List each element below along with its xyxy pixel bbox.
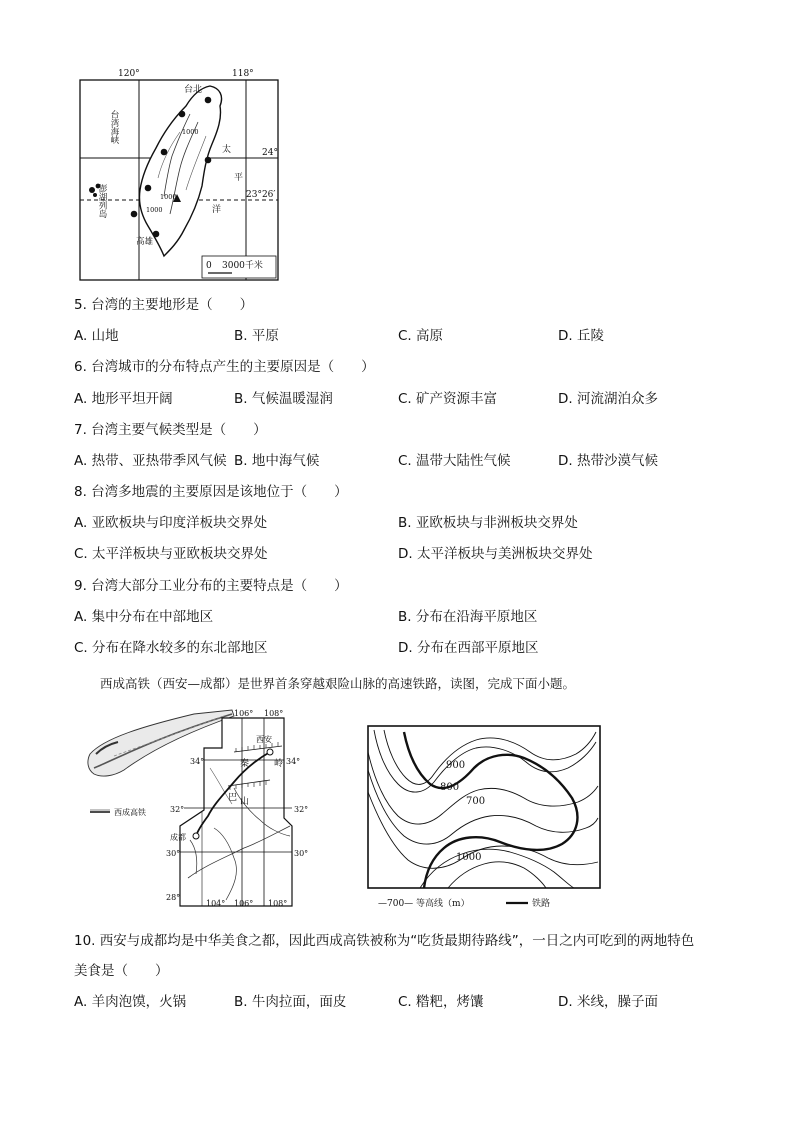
section-intro: 西成高铁（西安—成都）是世界首条穿越艰险山脉的高速铁路，读图，完成下面小题。 (100, 676, 576, 691)
lat-label: 24° (262, 148, 278, 158)
xian-city-marker (267, 749, 273, 755)
q6-option-c[interactable]: C. 矿产资源丰富 (398, 391, 498, 407)
q8-option-a[interactable]: A. 亚欧板块与印度洋板块交界处 (74, 515, 268, 531)
contour-label: 1000 (182, 128, 199, 136)
chengdu-city-marker (193, 833, 199, 839)
question-5-stem: 5. 台湾的主要地形是（ ） (74, 297, 254, 313)
question-9-stem: 9. 台湾大部分工业分布的主要特点是（ ） (74, 578, 348, 594)
q10-option-a[interactable]: A. 羊肉泡馍，火锅 (74, 994, 187, 1010)
lat-label: 23°26′ (246, 190, 276, 200)
question-10-stem-line1: 10. 西安与成都均是中华美食之都，因此西成高铁被称为“吃货最期待路线”，一日之内可吃到的两地特色 (74, 933, 695, 949)
scale-label: 3000千米 (222, 261, 263, 271)
q7-option-c[interactable]: C. 温带大陆性气候 (398, 453, 511, 469)
q10-option-b[interactable]: B. 牛肉拉面，面皮 (234, 994, 347, 1010)
lat-label: 32° (294, 805, 309, 814)
scale-zero: 0 (206, 261, 212, 271)
q9-option-c[interactable]: C. 分布在降水较多的东北部地区 (74, 640, 268, 656)
lat-label: 34° (190, 757, 205, 766)
q5-option-a[interactable]: A. 山地 (74, 328, 119, 344)
q9-option-d[interactable]: D. 分布在西部平原地区 (398, 640, 539, 656)
contour-label: 1000 (146, 206, 163, 214)
lon-label: 118° (232, 69, 254, 79)
lat-label: 30° (166, 849, 181, 858)
place-label: 澎湖列岛 (97, 184, 107, 218)
ocean-label: 平 (234, 173, 244, 183)
legend-label: 西成高铁 (114, 808, 146, 817)
q7-option-d[interactable]: D. 热带沙漠气候 (558, 453, 658, 469)
ocean-label: 洋 (212, 205, 222, 215)
lon-label: 106° (234, 899, 254, 908)
taiwan-map (72, 66, 290, 286)
q8-option-d[interactable]: D. 太平洋板块与美洲板块交界处 (398, 546, 593, 562)
city-label: 西安 (256, 735, 272, 744)
contour-label: 1000 (456, 852, 482, 863)
mountain-label: 巴 (228, 793, 238, 803)
q7-option-b[interactable]: B. 地中海气候 (234, 453, 320, 469)
q5-option-b[interactable]: B. 平原 (234, 328, 279, 344)
q5-option-c[interactable]: C. 高原 (398, 328, 444, 344)
lat-label: 28° (166, 893, 181, 902)
q6-option-b[interactable]: B. 气候温暖湿润 (234, 391, 333, 407)
place-label: 高雄 (136, 237, 154, 247)
mountain-label: 山 (240, 797, 250, 807)
question-7-stem: 7. 台湾主要气候类型是（ ） (74, 422, 267, 438)
place-label: 台湾海峡 (109, 110, 119, 144)
legend-rail: 铁路 (532, 899, 551, 909)
lon-label: 106° (234, 709, 254, 718)
lon-label: 108° (264, 709, 284, 718)
q9-option-b[interactable]: B. 分布在沿海平原地区 (398, 609, 538, 625)
lat-label: 34° (286, 757, 301, 766)
lon-label: 120° (118, 69, 140, 79)
question-10-stem-line2: 美食是（ ） (74, 963, 169, 979)
lon-label: 104° (206, 899, 226, 908)
place-label: 台北 (184, 85, 203, 95)
question-8-stem: 8. 台湾多地震的主要原因是该地位于（ ） (74, 484, 348, 500)
contour-label: 700 (466, 796, 486, 807)
contour-map (364, 722, 604, 912)
city-dot-taipei (205, 97, 212, 104)
q8-option-b[interactable]: B. 亚欧板块与非洲板块交界处 (398, 515, 578, 531)
lon-label: 108° (268, 899, 288, 908)
ocean-label: 太 (222, 145, 232, 155)
lat-label: 30° (294, 849, 309, 858)
q8-option-c[interactable]: C. 太平洋板块与亚欧板块交界处 (74, 546, 268, 562)
q7-option-a[interactable]: A. 热带、亚热带季风气候 (74, 453, 227, 469)
city-label: 成都 (170, 833, 186, 842)
q10-option-c[interactable]: C. 糌粑，烤馕 (398, 994, 484, 1010)
rail-route-map (84, 708, 320, 912)
question-6-stem: 6. 台湾城市的分布特点产生的主要原因是（ ） (74, 359, 375, 375)
contour-label: 900 (446, 760, 466, 771)
q6-option-d[interactable]: D. 河流湖泊众多 (558, 391, 658, 407)
mountain-label: 岭 (274, 759, 284, 769)
mountain-label: 秦 (240, 759, 250, 769)
q5-option-d[interactable]: D. 丘陵 (558, 328, 604, 344)
q6-option-a[interactable]: A. 地形平坦开阔 (74, 391, 173, 407)
lat-label: 32° (170, 805, 185, 814)
q10-option-d[interactable]: D. 米线，臊子面 (558, 994, 658, 1010)
contour-label: 1000 (160, 193, 177, 201)
q9-option-a[interactable]: A. 集中分布在中部地区 (74, 609, 214, 625)
legend-contour: —700— 等高线（m） (378, 899, 470, 909)
contour-label: 800 (440, 782, 460, 793)
